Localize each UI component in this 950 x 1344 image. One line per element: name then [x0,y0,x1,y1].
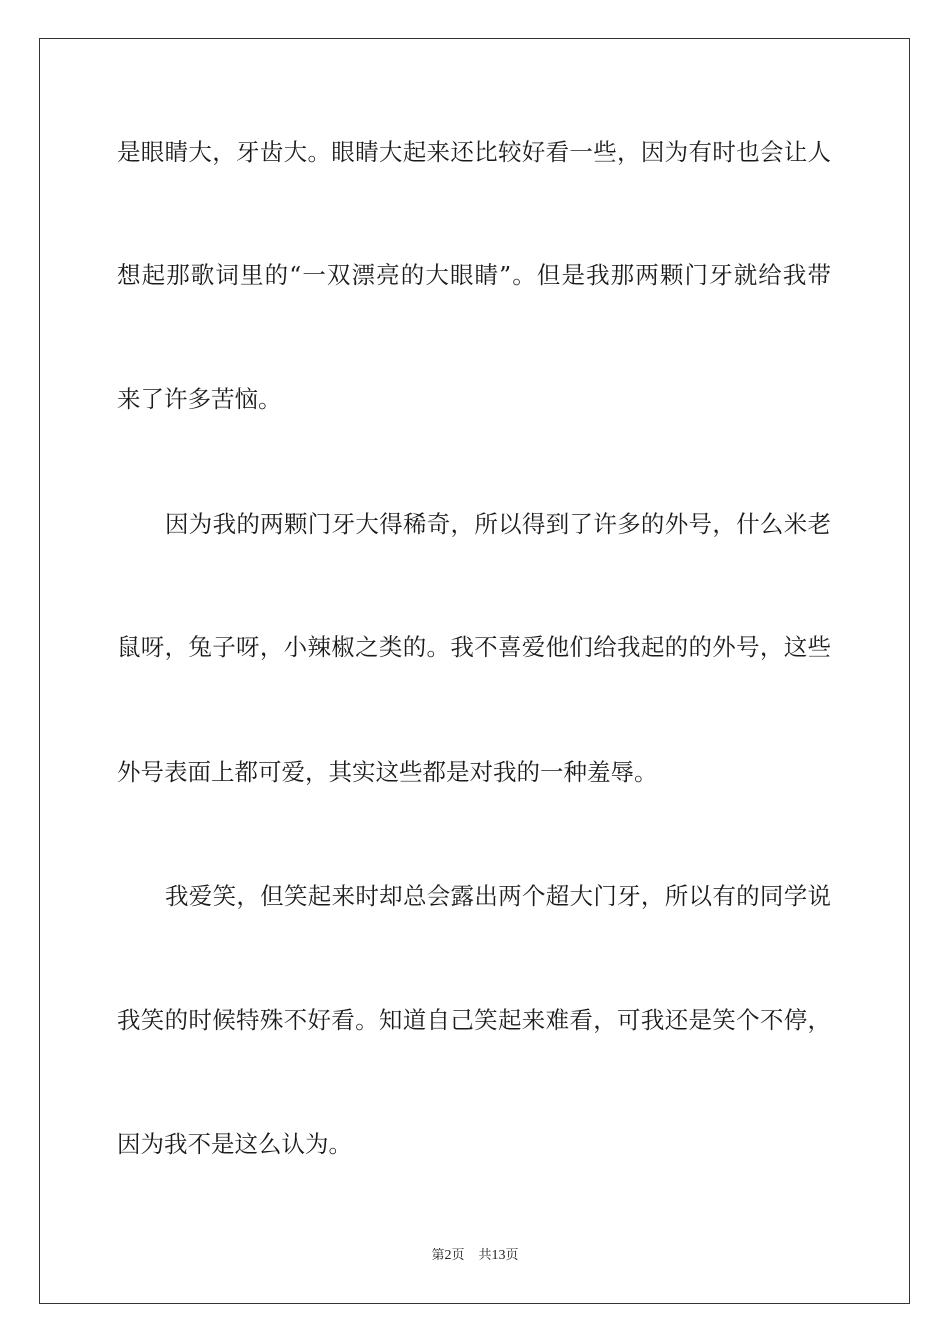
page-prefix: 第 [431,1248,445,1263]
paragraph-line: 外号表面上都可爱，其实这些都是对我的一种羞辱。 [117,758,658,786]
total-prefix: 共 [478,1248,492,1263]
paragraph-line: 鼠呀，兔子呀，小辣椒之类的。我不喜爱他们给我起的的外号，这些 [117,633,831,661]
paragraph-line: 因为我不是这么认为。 [117,1130,352,1158]
paragraph-line: 想起那歌词里的“一双漂亮的大眼睛”。但是我那两颗门牙就给我带 [117,261,831,289]
page-total: 13 [491,1248,506,1263]
page-current: 2 [444,1248,452,1263]
paragraph-line: 我爱笑，但笑起来时却总会露出两个超大门牙，所以有的同学说 [165,882,831,910]
total-suffix: 页 [505,1248,519,1263]
page-frame [39,38,910,1304]
page-suffix: 页 [451,1248,465,1263]
paragraph-line: 我笑的时候特殊不好看。知道自己笑起来难看，可我还是笑个不停， [117,1006,831,1034]
paragraph-line: 因为我的两颗门牙大得稀奇，所以得到了许多的外号，什么米老 [165,510,831,538]
paragraph-line: 来了许多苦恼。 [117,385,282,413]
page-footer [0,1247,950,1265]
paragraph-line: 是眼睛大，牙齿大。眼睛大起来还比较好看一些，因为有时也会让人 [117,138,831,166]
